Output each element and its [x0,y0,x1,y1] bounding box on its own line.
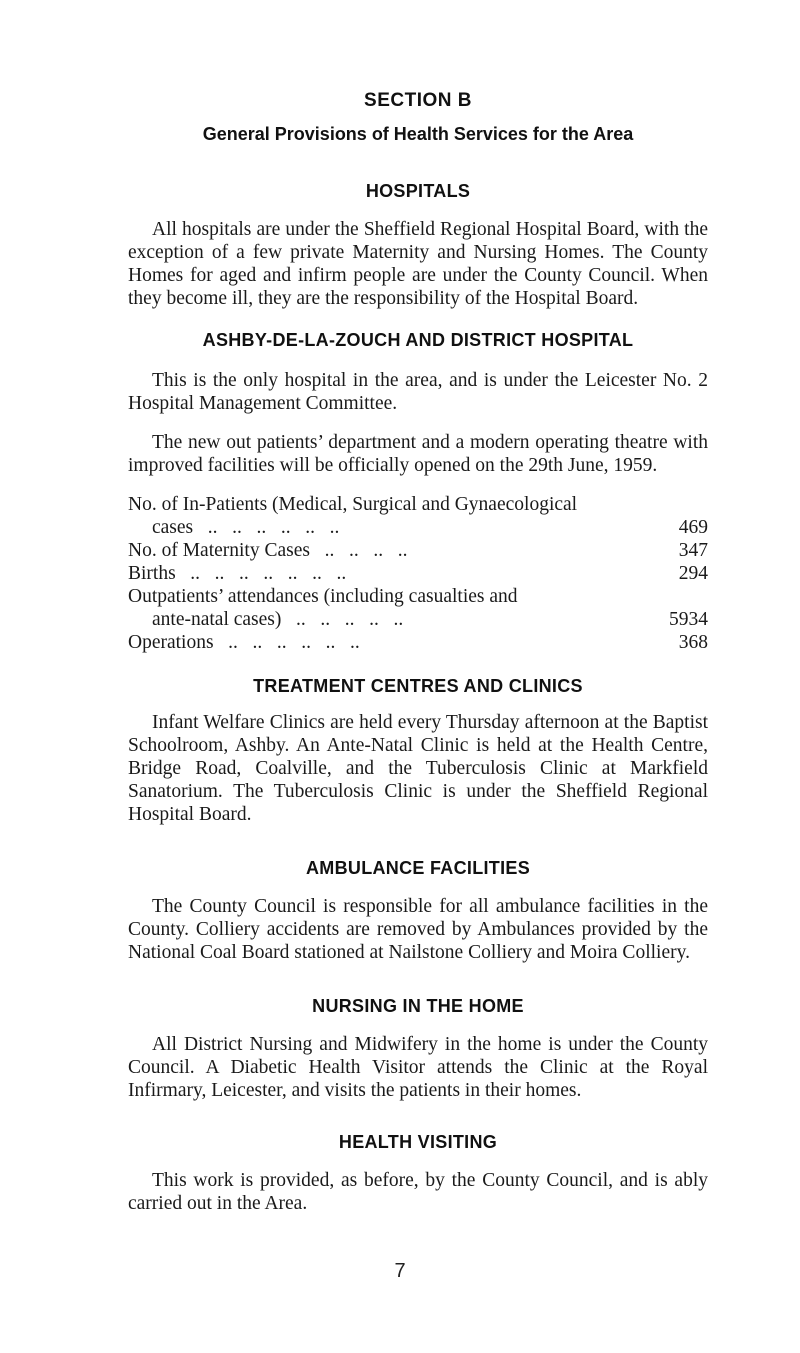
stat-label: No. of Maternity Cases .. .. .. .. [128,540,408,561]
treatment-paragraph: Infant Welfare Clinics are held every Thursday afternoon at the Baptist Schoolroom, Ashby. An Ante-Natal Clinic is held at the Health Centre, Bridge Road, Coalville, and the Tuberculosis Clinic at Markfield Sanatorium. The Tuberculosis Clinic is under the Sheffield Regional Hospital Board. [128,712,708,825]
stat-row-inpatients [128,493,708,539]
visiting-paragraph: This work is provided, as before, by the County Council, and is ably carried out in the Area. [128,1170,708,1214]
section-subtitle: General Provisions of Health Services for the Area [202,124,634,144]
ashby-paragraph-1: This is the only hospital in the area, and is under the Leicester No. 2 Hospital Management Committee. [128,370,708,414]
stat-row-outpatients [128,585,708,631]
stat-value: 347 [678,540,708,561]
stat-value: 469 [678,517,708,538]
nursing-paragraph: All District Nursing and Midwifery in the home is under the County Council. A Diabetic Health Visitor attends the Clinic at the Royal Infirmary, Leicester, and visits the patients in their homes. [128,1034,708,1101]
stat-row-operations [128,631,708,654]
nursing-heading: NURSING IN THE HOME [312,996,524,1016]
ambulance-heading: AMBULANCE FACILITIES [306,858,530,878]
stat-value: 294 [678,563,708,584]
stat-label: Operations .. .. .. .. .. .. [128,632,360,653]
visiting-heading: HEALTH VISITING [338,1132,498,1152]
treatment-heading: TREATMENT CENTRES AND CLINICS [253,676,583,696]
stat-label-continued: cases .. .. .. .. .. .. [152,517,340,538]
stat-value: 5934 [669,609,708,630]
stat-label: Outpatients’ attendances (including casualties and [128,586,518,607]
hospitals-heading: HOSPITALS [365,181,471,201]
section-title: SECTION B [364,90,472,111]
stat-label-continued: ante-natal cases) .. .. .. .. .. [152,609,404,630]
ashby-heading: ASHBY-DE-LA-ZOUCH AND DISTRICT HOSPITAL [202,330,634,350]
stat-label: Births .. .. .. .. .. .. .. [128,563,347,584]
page-number: 7 [394,1260,406,1282]
ambulance-paragraph: The County Council is responsible for all ambulance facilities in the County. Colliery accidents are removed by Ambulances provided by the National Coal Board stationed at Nailstone Colliery and Moira Colliery. [128,896,708,963]
document-page [128,80,708,1215]
stat-row-births [128,562,708,585]
stat-label: No. of In-Patients (Medical, Surgical and Gynaecological [128,494,578,515]
hospitals-paragraph: All hospitals are under the Sheffield Regional Hospital Board, with the exception of a few private Maternity and Nursing Homes. The County Homes for aged and infirm people are under the County Council. When they become ill, they are the responsibility of the Hospital Board. [128,219,708,309]
stat-value: 368 [678,632,708,653]
hospital-statistics [128,493,708,654]
stat-row-maternity [128,539,708,562]
ashby-paragraph-2: The new out patients’ department and a modern operating theatre with improved facilities will be officially opened on the 29th June, 1959. [128,432,708,476]
